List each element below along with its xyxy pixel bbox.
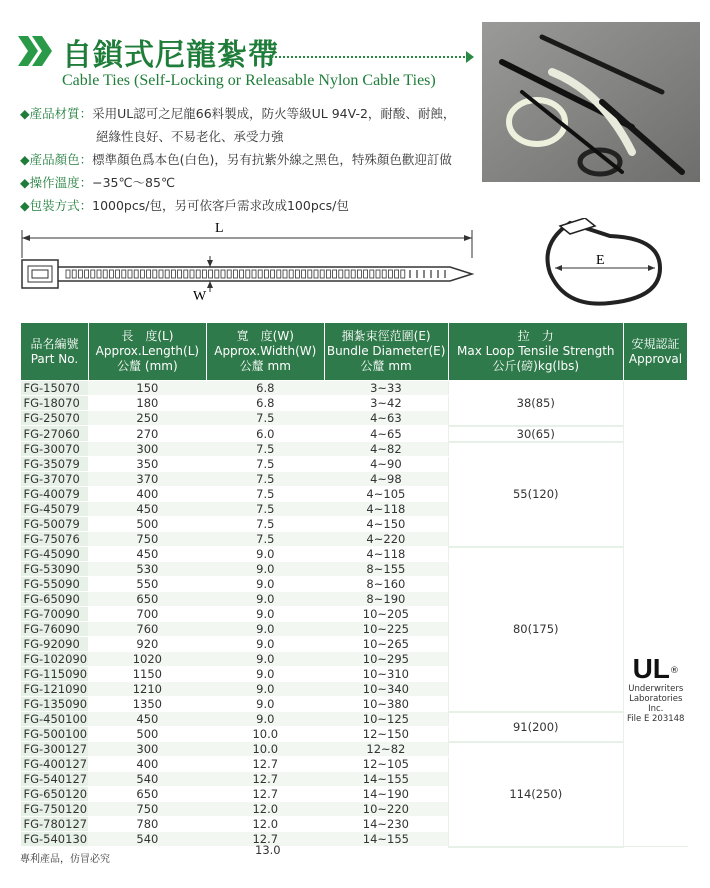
width-cell: 9.0 <box>206 697 324 712</box>
spec-material: ◆產品材質：采用UL認可之尼龍66料製成，防火等級UL 94V-2，耐酸、耐蝕， <box>20 106 456 121</box>
width-cell: 9.0 <box>206 607 324 622</box>
header-length: 長 度(L) Approx.Length(L) 公釐 (mm) <box>88 323 206 381</box>
tensile-cell: 55(120) <box>448 442 623 547</box>
part-no-cell: FG-30070 <box>21 442 89 457</box>
bundle-cell: 3~33 <box>324 381 448 396</box>
bundle-cell: 12~82 <box>324 742 448 757</box>
tie-tooth <box>159 270 163 278</box>
tie-tooth <box>240 270 244 278</box>
tie-tooth <box>252 270 256 278</box>
tie-tooth <box>122 270 126 278</box>
width-cell: 9.0 <box>206 712 324 727</box>
width-cell: 7.5 <box>206 532 324 547</box>
part-no-cell: FG-45090 <box>21 547 89 562</box>
tensile-cell: 91(200) <box>448 712 623 742</box>
table-row <box>21 712 688 727</box>
tie-tooth <box>171 270 175 278</box>
tie-tooth <box>357 270 361 278</box>
tie-tooth <box>271 270 275 278</box>
tie-tooth <box>85 270 89 278</box>
header-approval: 安規認証 Approval <box>624 323 688 381</box>
tie-tooth <box>388 270 392 278</box>
width-cell: 9.0 <box>206 637 324 652</box>
bundle-cell: 4~98 <box>324 472 448 487</box>
length-cell: 1210 <box>88 682 206 697</box>
part-no-cell: FG-18070 <box>21 396 89 411</box>
width-cell: 12.7 <box>206 772 324 787</box>
bundle-cell: 4~150 <box>324 517 448 532</box>
tie-tooth <box>109 270 113 278</box>
tie-tooth <box>153 270 157 278</box>
tie-tooth <box>314 270 318 278</box>
length-label: L <box>215 221 224 236</box>
approval-cell <box>624 381 688 847</box>
bundle-cell: 4~220 <box>324 532 448 547</box>
length-cell: 750 <box>88 802 206 817</box>
header-width: 寬 度(W) Approx.Width(W) 公釐 mm <box>206 323 324 381</box>
tie-tooth <box>91 270 95 278</box>
tie-tooth <box>190 270 194 278</box>
length-cell: 780 <box>88 817 206 832</box>
header-bundle: 捆紮束徑范圍(E) Bundle Diameter(E) 公釐 mm <box>324 323 448 381</box>
tensile-cell: 38(85) <box>448 381 623 426</box>
part-no-cell: FG-15070 <box>21 381 89 396</box>
width-cell: 10.0 <box>206 742 324 757</box>
bundle-cell: 14~155 <box>324 832 448 847</box>
length-cell: 400 <box>88 487 206 502</box>
length-cell: 530 <box>88 562 206 577</box>
bundle-cell: 14~230 <box>324 817 448 832</box>
tie-tooth <box>395 270 399 278</box>
width-cell: 9.0 <box>206 667 324 682</box>
length-cell: 180 <box>88 396 206 411</box>
width-cell: 7.5 <box>206 442 324 457</box>
table-row <box>21 742 688 757</box>
width-cell: 12.0 <box>206 817 324 832</box>
tie-tooth <box>72 270 76 278</box>
width-cell: 9.0 <box>206 682 324 697</box>
spec-packaging: ◆包裝方式：1000pcs/包，另可依客戶需求改成100pcs/包 <box>20 198 349 213</box>
length-cell: 350 <box>88 457 206 472</box>
tie-tooth <box>277 270 281 278</box>
tie-tooth <box>351 270 355 278</box>
length-cell: 540 <box>88 772 206 787</box>
bundle-cell: 12~150 <box>324 727 448 742</box>
table-body <box>21 381 688 847</box>
part-no-cell: FG-300127 <box>21 742 89 757</box>
width-cell: 6.8 <box>206 396 324 411</box>
spec-table <box>20 322 688 848</box>
part-no-cell: FG-780127 <box>21 817 89 832</box>
tie-tooth <box>246 270 250 278</box>
spec-color: ◆產品顏色：標準顏色爲本色(白色)，另有抗紫外線之黑色，特殊顏色歡迎訂做 <box>20 152 452 167</box>
part-no-cell: FG-45079 <box>21 502 89 517</box>
tie-tooth <box>295 270 299 278</box>
length-cell: 500 <box>88 517 206 532</box>
width-cell: 12.7 <box>206 832 324 847</box>
part-no-cell: FG-65090 <box>21 592 89 607</box>
tie-tooth <box>215 270 219 278</box>
part-no-cell: FG-121090 <box>21 682 89 697</box>
tie-tooth <box>370 270 374 278</box>
part-no-cell: FG-70090 <box>21 607 89 622</box>
tie-tooth <box>289 270 293 278</box>
bundle-cell: 10~340 <box>324 682 448 697</box>
length-cell: 1150 <box>88 667 206 682</box>
bundle-cell: 10~225 <box>324 622 448 637</box>
tie-tooth <box>178 270 182 278</box>
table-row <box>21 426 688 442</box>
footnote: 專利產品，仿冒必究 <box>20 854 110 865</box>
width-cell: 7.5 <box>206 457 324 472</box>
part-no-cell: FG-102090 <box>21 652 89 667</box>
length-cell: 750 <box>88 532 206 547</box>
bundle-cell: 10~125 <box>324 712 448 727</box>
tie-tooth <box>339 270 343 278</box>
part-no-cell: FG-450100 <box>21 712 89 727</box>
bundle-cell: 8~155 <box>324 562 448 577</box>
length-cell: 450 <box>88 502 206 517</box>
width-cell: 6.8 <box>206 381 324 396</box>
part-no-cell: FG-37070 <box>21 472 89 487</box>
bundle-cell: 8~190 <box>324 592 448 607</box>
tie-tooth <box>97 270 101 278</box>
bundle-cell: 4~105 <box>324 487 448 502</box>
width-cell: 12.7 <box>206 757 324 772</box>
page-title: 自鎖式尼龍紮帶 <box>62 38 279 73</box>
tie-tooth <box>134 270 138 278</box>
part-no-cell: FG-750120 <box>21 802 89 817</box>
bundle-cell: 8~160 <box>324 577 448 592</box>
table-row <box>21 381 688 396</box>
tie-teeth <box>66 270 445 278</box>
spec-temperature: ◆操作溫度：−35℃～85℃ <box>20 175 175 190</box>
part-no-cell: FG-115090 <box>21 667 89 682</box>
bundle-cell: 10~205 <box>324 607 448 622</box>
tie-tooth <box>227 270 231 278</box>
spec-list <box>20 102 470 217</box>
tie-tooth <box>382 270 386 278</box>
table-row <box>21 547 688 562</box>
width-cell: 7.5 <box>206 487 324 502</box>
width-cell: 6.0 <box>206 426 324 442</box>
bundle-cell: 10~220 <box>324 802 448 817</box>
part-no-cell: FG-35079 <box>21 457 89 472</box>
bundle-cell: 12~105 <box>324 757 448 772</box>
length-cell: 270 <box>88 426 206 442</box>
length-cell: 400 <box>88 757 206 772</box>
tie-tooth <box>202 270 206 278</box>
title-dotted-line <box>268 56 468 58</box>
tie-tooth <box>333 270 337 278</box>
part-no-cell: FG-25070 <box>21 411 89 426</box>
tie-tooth <box>264 270 268 278</box>
length-cell: 550 <box>88 577 206 592</box>
bundle-cell: 4~82 <box>324 442 448 457</box>
cable-tie-diagram <box>10 218 710 318</box>
bundle-cell: 10~380 <box>324 697 448 712</box>
tensile-cell: 30(65) <box>448 426 623 442</box>
bundle-cell: 4~63 <box>324 411 448 426</box>
length-cell: 370 <box>88 472 206 487</box>
width-cell: 10.0 <box>206 727 324 742</box>
width-cell: 7.5 <box>206 517 324 532</box>
part-no-cell: FG-540130 <box>21 832 89 847</box>
tie-tooth <box>221 270 225 278</box>
part-no-cell: FG-75076 <box>21 532 89 547</box>
width-cell: 9.0 <box>206 592 324 607</box>
width-cell: 9.0 <box>206 577 324 592</box>
tie-tooth <box>209 270 213 278</box>
length-cell: 450 <box>88 547 206 562</box>
part-no-cell: FG-76090 <box>21 622 89 637</box>
width-cell: 7.5 <box>206 472 324 487</box>
length-cell: 300 <box>88 742 206 757</box>
tie-tooth <box>320 270 324 278</box>
tie-tooth <box>283 270 287 278</box>
bundle-cell: 14~190 <box>324 787 448 802</box>
length-cell: 250 <box>88 411 206 426</box>
double-chevron-icon <box>18 36 54 66</box>
tie-tooth <box>196 270 200 278</box>
length-cell: 1350 <box>88 697 206 712</box>
part-no-cell: FG-55090 <box>21 577 89 592</box>
spec-material-cont: 絕緣性良好、不易老化、承受力強 <box>96 129 284 144</box>
bundle-cell: 4~65 <box>324 426 448 442</box>
ul-line-1: Underwriters <box>628 683 684 694</box>
ul-logo-icon: UL <box>632 652 670 684</box>
tie-tooth <box>147 270 151 278</box>
tie-tooth <box>165 270 169 278</box>
tie-tooth <box>258 270 262 278</box>
header-tensile: 拉 力 Max Loop Tensile Strength 公斤(磅)kg(lbs) <box>448 323 623 381</box>
registered-mark: ® <box>669 665 679 676</box>
tie-tooth <box>184 270 188 278</box>
table-row <box>21 442 688 457</box>
page-subtitle: Cable Ties (Self-Locking or Releasable Nylon Cable Ties) <box>62 72 436 89</box>
tie-tooth <box>364 270 368 278</box>
length-cell: 500 <box>88 727 206 742</box>
bundle-cell: 3~42 <box>324 396 448 411</box>
part-no-cell: FG-135090 <box>21 697 89 712</box>
extra-width-value: 13.0 <box>255 843 281 857</box>
length-cell: 1020 <box>88 652 206 667</box>
loop-label: E <box>596 253 605 268</box>
tie-tooth <box>66 270 70 278</box>
tie-tooth <box>140 270 144 278</box>
length-cell: 920 <box>88 637 206 652</box>
product-photo <box>482 22 700 182</box>
bundle-cell: 10~310 <box>324 667 448 682</box>
tie-tooth <box>128 270 132 278</box>
length-cell: 760 <box>88 622 206 637</box>
header-part: 品名編號 Part No. <box>21 323 89 381</box>
length-cell: 700 <box>88 607 206 622</box>
width-cell: 9.0 <box>206 622 324 637</box>
tie-tooth <box>345 270 349 278</box>
bundle-cell: 4~118 <box>324 502 448 517</box>
length-cell: 300 <box>88 442 206 457</box>
bundle-cell: 4~90 <box>324 457 448 472</box>
tensile-cell: 114(250) <box>448 742 623 847</box>
length-cell: 450 <box>88 712 206 727</box>
part-no-cell: FG-50079 <box>21 517 89 532</box>
bundle-cell: 14~155 <box>324 772 448 787</box>
part-no-cell: FG-400127 <box>21 757 89 772</box>
part-no-cell: FG-92090 <box>21 637 89 652</box>
tie-tooth <box>78 270 82 278</box>
width-cell: 9.0 <box>206 652 324 667</box>
tie-tooth <box>233 270 237 278</box>
part-no-cell: FG-40079 <box>21 487 89 502</box>
tie-tooth <box>308 270 312 278</box>
length-cell: 150 <box>88 381 206 396</box>
length-cell: 650 <box>88 592 206 607</box>
ul-line-2: Laboratories Inc. <box>629 693 683 714</box>
tie-tooth <box>103 270 107 278</box>
table-header-row <box>21 323 688 381</box>
part-no-cell: FG-53090 <box>21 562 89 577</box>
width-cell: 9.0 <box>206 547 324 562</box>
cable-ties-photo-icon <box>482 22 700 182</box>
bundle-cell: 4~118 <box>324 547 448 562</box>
tie-tooth <box>302 270 306 278</box>
part-no-cell: FG-27060 <box>21 426 89 442</box>
length-cell: 650 <box>88 787 206 802</box>
tie-tooth <box>116 270 120 278</box>
width-cell: 7.5 <box>206 411 324 426</box>
tensile-cell: 80(175) <box>448 547 623 712</box>
bundle-cell: 10~265 <box>324 637 448 652</box>
bundle-cell: 10~295 <box>324 652 448 667</box>
width-label: W <box>193 289 207 304</box>
part-no-cell: FG-540127 <box>21 772 89 787</box>
length-cell: 540 <box>88 832 206 847</box>
width-cell: 7.5 <box>206 502 324 517</box>
width-cell: 9.0 <box>206 562 324 577</box>
part-no-cell: FG-650120 <box>21 787 89 802</box>
tie-tooth <box>401 270 405 278</box>
ul-line-3: File E 203148 <box>627 713 685 724</box>
tie-tooth <box>326 270 330 278</box>
tie-tooth <box>376 270 380 278</box>
width-cell: 12.7 <box>206 787 324 802</box>
width-cell: 12.0 <box>206 802 324 817</box>
part-no-cell: FG-500100 <box>21 727 89 742</box>
arrow-right-icon <box>466 51 474 63</box>
